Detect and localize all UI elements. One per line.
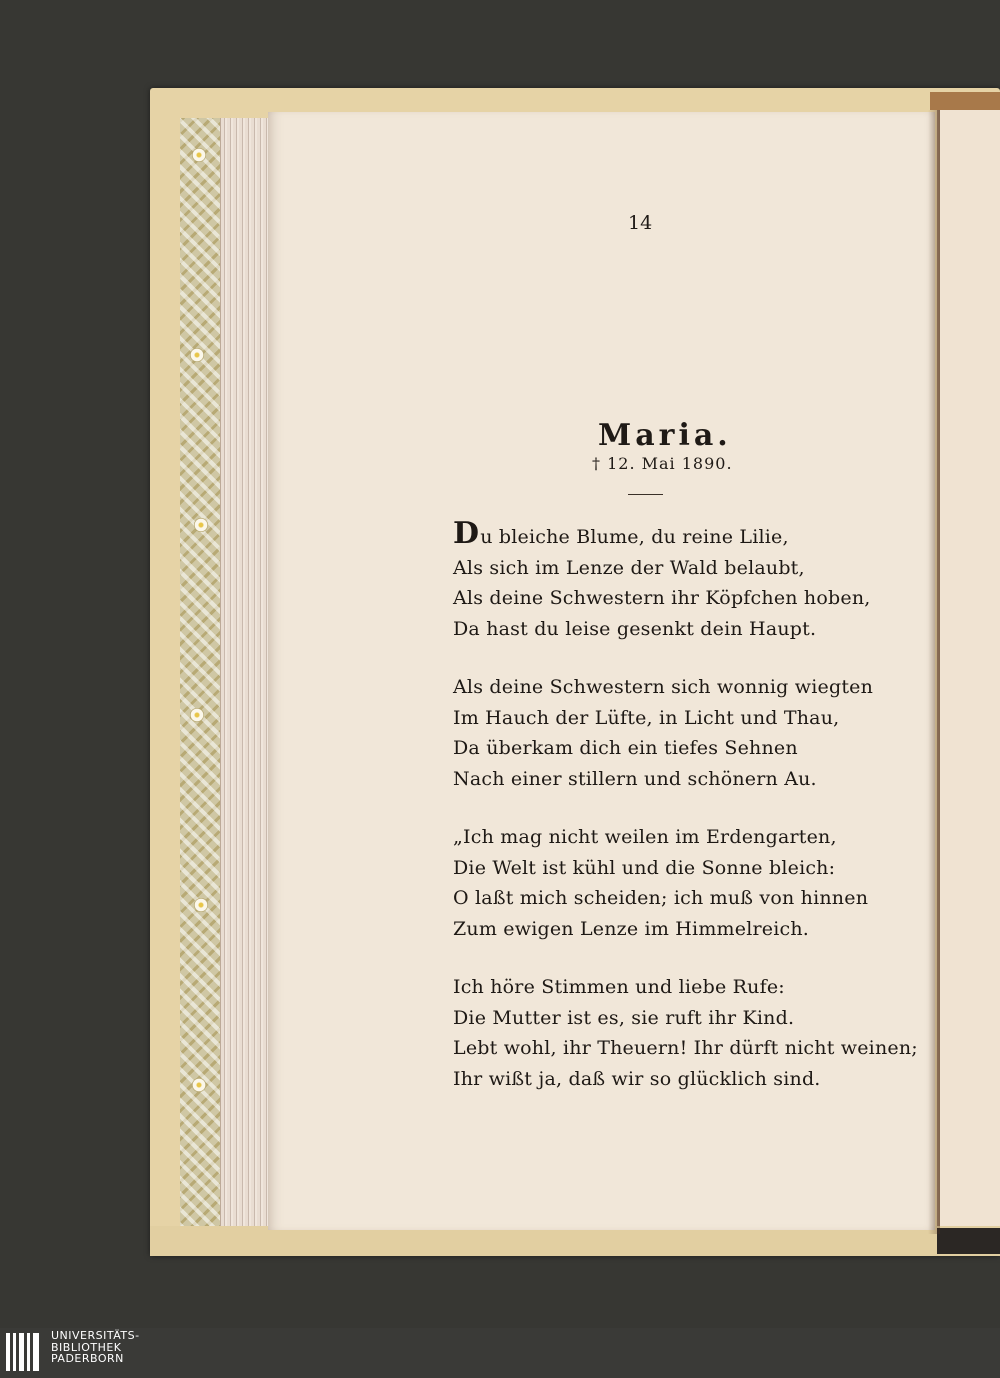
gutter-shadow xyxy=(928,110,940,1234)
library-name xyxy=(51,1330,140,1365)
poem-line: Nach einer stillern und schönern Au. xyxy=(453,767,817,790)
book-bottom-shadow xyxy=(937,1228,1000,1254)
flower-ornament-icon xyxy=(194,518,208,532)
poem-line: Als deine Schwestern sich wonnig wiegten xyxy=(453,676,874,698)
poem-line: „Ich mag nicht weilen im Erdengarten, xyxy=(453,826,837,848)
flower-ornament-icon xyxy=(190,708,204,722)
poem-line: Ich höre Stimmen und liebe Rufe: xyxy=(453,976,785,998)
poem-line: Als deine Schwestern ihr Köpfchen hoben, xyxy=(453,587,871,609)
flower-ornament-icon xyxy=(192,148,206,162)
drop-cap: D xyxy=(453,516,480,551)
title-divider xyxy=(628,494,663,495)
poem-stanza xyxy=(453,822,868,944)
flower-ornament-icon xyxy=(192,1078,206,1092)
page-number: 14 xyxy=(628,212,653,234)
library-logo-icon xyxy=(6,1333,42,1371)
poem-line: Da überkam dich ein tiefes Sehnen xyxy=(453,737,798,759)
poem-line: Da hast du leise gesenkt dein Haupt. xyxy=(453,617,817,640)
library-footer xyxy=(0,1328,1000,1378)
poem-stanza xyxy=(453,516,871,644)
library-name-line: PADERBORN xyxy=(51,1352,124,1365)
flower-ornament-icon xyxy=(190,348,204,362)
poem-line: Die Welt ist kühl und die Sonne bleich: xyxy=(453,856,836,879)
poem-line: Im Hauch der Lüfte, in Licht und Thau, xyxy=(453,706,840,729)
poem-line: Zum ewigen Lenze im Himmelreich. xyxy=(453,917,810,940)
poem-stanza xyxy=(453,672,873,794)
library-name-line: UNIVERSITÄTS- xyxy=(51,1329,140,1342)
cover-bottom-edge xyxy=(150,1226,1000,1256)
poem-subtitle: † 12. Mai 1890. xyxy=(592,454,733,473)
poem-stanza xyxy=(453,972,918,1094)
poem-line xyxy=(453,516,871,553)
page-edges xyxy=(220,118,271,1238)
facing-page xyxy=(937,110,1000,1230)
poem-line: Als sich im Lenze der Wald belaubt, xyxy=(453,556,805,579)
library-name-line: BIBLIOTHEK xyxy=(51,1340,122,1354)
poem-line: O laßt mich scheiden; ich muß von hinnen xyxy=(453,887,869,909)
poem-line-text: u bleiche Blume, du reine Lilie, xyxy=(480,526,789,548)
lace-ribbon-border xyxy=(180,118,222,1243)
poem-title: Maria. xyxy=(598,418,732,453)
poem-line: Lebt wohl, ihr Theuern! Ihr dürft nicht weinen; xyxy=(453,1037,918,1059)
poem-line: Die Mutter ist es, sie ruft ihr Kind. xyxy=(453,1006,795,1029)
flower-ornament-icon xyxy=(194,898,208,912)
poem-line: Ihr wißt ja, daß wir so glücklich sind. xyxy=(453,1067,821,1090)
cover-spine-edge xyxy=(930,92,1000,110)
